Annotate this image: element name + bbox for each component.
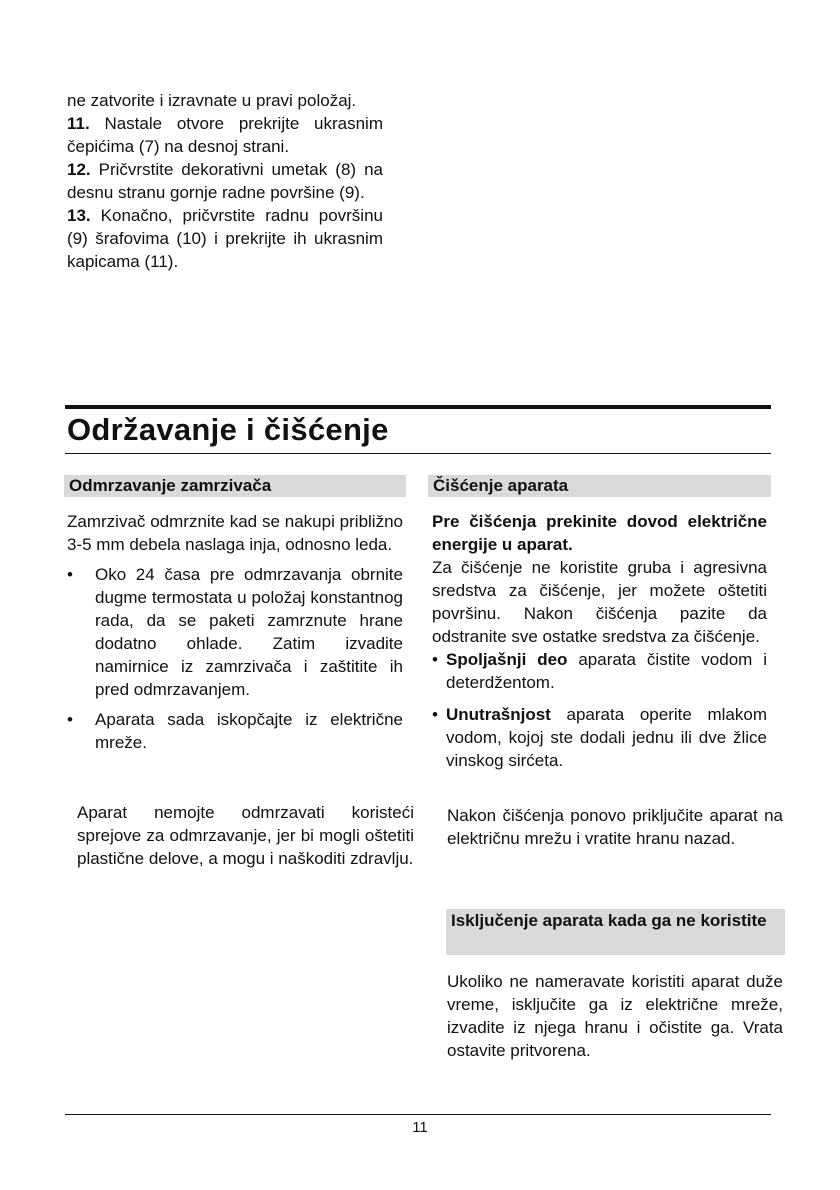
step-11-number: 11. (67, 114, 90, 133)
defrosting-warning: Aparat nemojte odmrzavati koristeći sprejove za odmrzavanje, jer bi mogli oštetiti plastične delove, a mogu i naškoditi zdravlju. (77, 803, 414, 868)
step-13-number: 13. (67, 206, 91, 225)
list-item-text: aparata operite mlakom vodom, kojoj ste dodali jednu ili dve žlice vinskog sirćeta. (446, 705, 767, 770)
assembly-steps (67, 89, 383, 273)
section-title: Održavanje i čišćenje (67, 412, 389, 447)
bullet-icon: • (432, 650, 438, 669)
page-number: 11 (412, 1119, 428, 1136)
step-12-number: 12. (67, 160, 91, 179)
cleaning-column (432, 510, 767, 772)
cleaning-list (432, 648, 767, 772)
list-item-text: Oko 24 časa pre odmrzavanja obrnite dugme termostata u položaj konstantnog rada, da se paketi zamrznute hrane dodatno ohlade. Zatim izvadite namirnice iz zamrzivača i zaštitite ih pred odmrzavanjem. (95, 565, 403, 699)
list-item (432, 703, 767, 772)
list-item (67, 708, 403, 754)
step-11-text: Nastale otvore prekrijte ukrasnim čepićima (7) na desnoj strani. (67, 114, 383, 156)
cleaning-subheading: Čišćenje aparata (428, 475, 771, 497)
bullet-icon: • (432, 705, 438, 724)
list-item-bold: Spoljašnji deo (446, 650, 568, 669)
defrosting-list (67, 563, 403, 754)
defrosting-subheading: Odmrzavanje zamrzivača (64, 475, 406, 497)
list-item (432, 648, 767, 694)
footer-rule (65, 1114, 771, 1115)
step-13 (67, 204, 383, 273)
defrosting-intro: Zamrzivač odmrznite kad se nakupi približno 3-5 mm debela naslaga inja, odnosno leda. (67, 512, 403, 554)
section-bottom-rule (65, 453, 771, 454)
list-item-text: Aparata sada iskopčajte iz električne mreže. (95, 710, 403, 752)
list-item (67, 563, 403, 701)
bullet-icon: • (67, 710, 73, 729)
switch-off-text: Ukoliko ne nameravate koristiti aparat duže vreme, isključite ga iz električne mreže, izvadite iz njega hranu i očistite ga. Vrata ostavite pritvorena. (447, 972, 783, 1060)
step-12-text: Pričvrstite dekorativni umetak (8) na desnu stranu gornje radne površine (9). (67, 160, 383, 202)
step-intro: ne zatvorite i izravnate u pravi položaj. (67, 91, 357, 110)
cleaning-intro: Za čišćenje ne koristite gruba i agresivna sredstva za čišćenje, jer možete oštetiti površinu. Nakon čišćenja pazite da odstranite sve ostatke sredstva za čišćenje. (432, 558, 767, 646)
list-item-bold: Unutrašnjost (446, 705, 551, 724)
step-11 (67, 112, 383, 158)
step-12 (67, 158, 383, 204)
switch-off-subheading: Isključenje aparata kada ga ne koristite (446, 909, 785, 955)
section-top-rule (65, 405, 771, 409)
cleaning-warning: Pre čišćenja prekinite dovod električne energije u aparat. (432, 512, 767, 554)
list-item-text: aparata čistite vodom i deterdžentom. (446, 650, 767, 692)
bullet-icon: • (67, 565, 73, 584)
step-13-text: Konačno, pričvrstite radnu površinu (9) šrafovima (10) i prekrijte ih ukrasnim kapicama (11). (67, 206, 383, 271)
reconnect-note: Nakon čišćenja ponovo priključite aparat na električnu mrežu i vratite hranu nazad. (447, 806, 783, 848)
defrosting-column (67, 510, 403, 754)
